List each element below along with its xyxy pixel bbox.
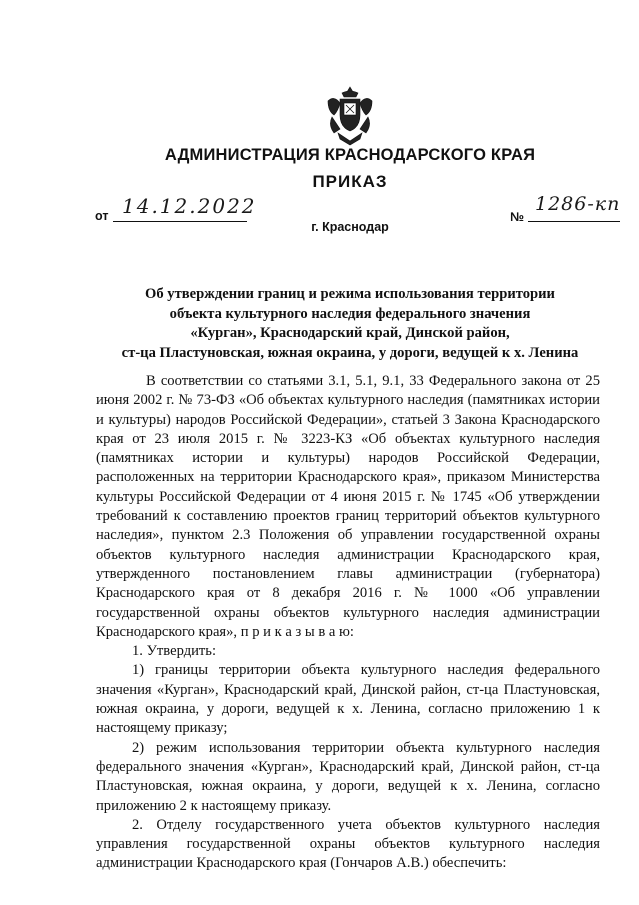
title-line: «Курган», Краснодарский край, Динской район, bbox=[190, 325, 510, 341]
item-1-2: 2) режим использования территории объекта культурного наследия федерального значения «Курган», Краснодарский край, Динской район, ст-ца Пластуновская, южная окраина, у дороги, ведущей к х. Ленина, согласно приложению 2 к настоящему приказу. bbox=[96, 739, 600, 814]
number-underline bbox=[528, 221, 620, 222]
title-line: ст-ца Пластуновская, южная окраина, у дороги, ведущей к х. Ленина bbox=[121, 344, 579, 361]
city-name: г. Краснодар bbox=[311, 220, 389, 234]
coat-of-arms-emblem bbox=[324, 85, 376, 147]
organization-name: АДМИНИСТРАЦИЯ КРАСНОДАРСКОГО КРАЯ bbox=[164, 146, 536, 164]
preamble-text: В соответствии со статьями 3.1, 5.1, 9.1, 33 Федерального закона от 25 июня 2002 г. № 73-ФЗ «Об объектах культурного наследия (памятниках истории и культуры) народов Российской Федерации», статьей 3 Закона Краснодарского края от 23 июля 2015 г. № 3223-КЗ «Об объектах культурного наследия (памятниках истории и культуры) народов Российской Федерации, расположенных на территории Краснодарского края», приказом Министерства культуры Российской Федерации от 4 июня 2015 г. № 1745 «Об утверждении требований к составлению проектов границ территорий объектов культурного наследия», пунктом 2.3 Положения об управлении государственной охраны объектов культурного наследия администрации Краснодарского края, утвержденного постановлением главы администрации (губернатора) Краснодарского края от 8 декабря 2016 г. № 1000 «Об управлении государственной охраны объектов культурного наследия администрации Краснодарского края», bbox=[96, 373, 600, 640]
title-line: Об утверждении границ и режима использования территории bbox=[145, 286, 555, 302]
number-prefix: № bbox=[510, 210, 524, 224]
handwritten-order-number: 1286-кп bbox=[535, 193, 621, 215]
handwritten-date: 14.12.2022 bbox=[122, 194, 257, 218]
item-2: 2. Отделу государственного учета объектов культурного наследия управления государственной охраны объектов культурного наследия администрации Краснодарского края (Гончаров А.В.) обеспечить: bbox=[96, 816, 600, 872]
order-title bbox=[60, 285, 639, 363]
order-body bbox=[96, 372, 600, 874]
preamble-paragraph bbox=[96, 372, 600, 642]
date-prefix: от bbox=[95, 209, 109, 223]
order-word: п р и к а з ы в а ю: bbox=[240, 623, 354, 640]
item-1: 1. Утвердить: bbox=[132, 643, 217, 660]
document-type: ПРИКАЗ bbox=[312, 172, 388, 191]
title-line: объекта культурного наследия федерального значения bbox=[169, 305, 531, 322]
item-1-1: 1) границы территории объекта культурного наследия федерального значения «Курган», Краснодарский край, Динской район, ст-ца Пластуновская, южная окраина, у дороги, ведущей к х. Ленина, согласно приложению 1 к настоящему приказу; bbox=[96, 662, 600, 737]
